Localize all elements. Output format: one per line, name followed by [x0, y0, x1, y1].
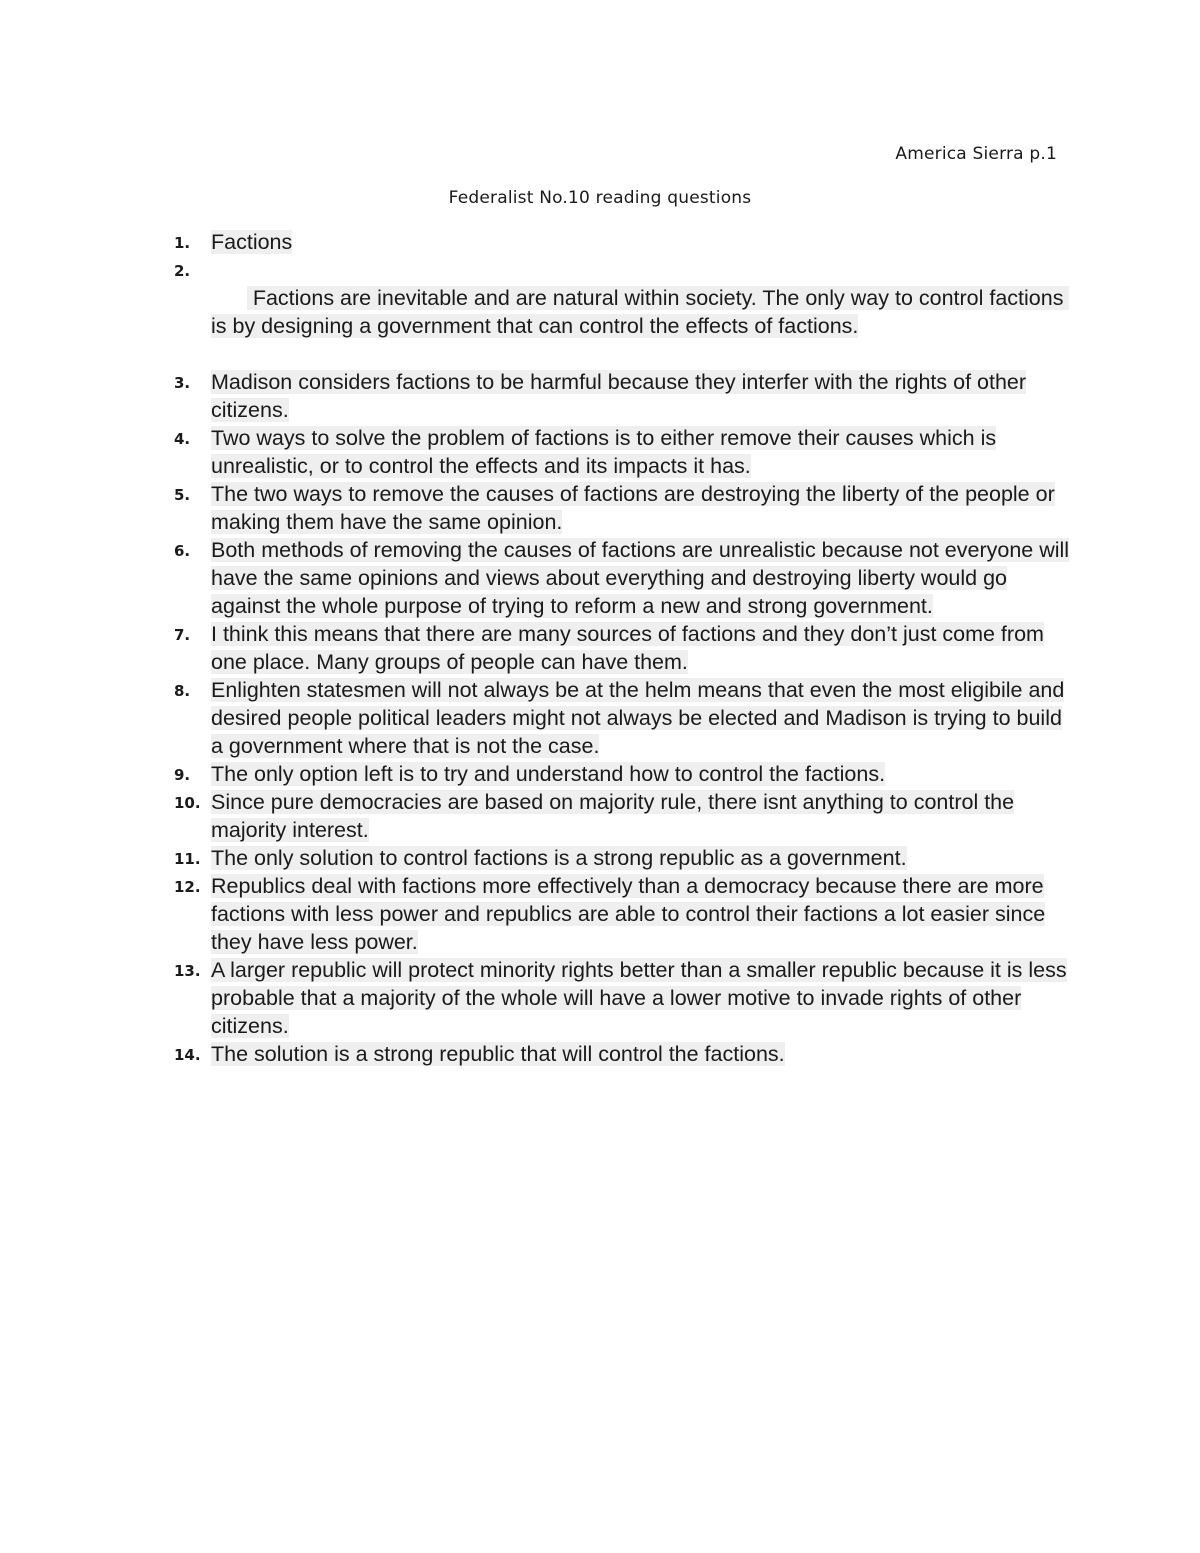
- answer-number: 12.: [174, 878, 201, 896]
- answer-item: [170, 872, 1070, 956]
- answer-item: [170, 424, 1070, 480]
- answer-number: 6.: [174, 542, 191, 560]
- answer-text: The solution is a strong republic that will control the factions.: [211, 1042, 785, 1066]
- answer-number: 14.: [174, 1046, 201, 1064]
- answer-item: [170, 620, 1070, 676]
- answer-text: Both methods of removing the causes of factions are unrealistic because not everyone will have the same opinions and views about everything and destroying liberty would go against the whole purpose of trying to reform a new and strong government.: [211, 538, 1070, 618]
- answer-text: Factions: [211, 230, 293, 254]
- answer-text: Factions are inevitable and are natural within society. The only way to control factions is by designing a government that can control the effects of factions.: [211, 286, 1070, 338]
- answer-number: 13.: [174, 962, 201, 980]
- answer-text: Madison considers factions to be harmful because they interfer with the rights of other citizens.: [211, 370, 1027, 422]
- answer-number: 10.: [174, 794, 201, 812]
- answer-number: 3.: [174, 374, 191, 392]
- answer-text: Enlighten statesmen will not always be at the helm means that even the most eligibile and desired people political leaders might not always be elected and Madison is trying to build a government where that is not the case.: [211, 678, 1065, 758]
- answer-item: [170, 1040, 1070, 1068]
- answer-item: [170, 228, 1070, 256]
- answer-number: 2.: [174, 262, 191, 280]
- answer-item: [170, 788, 1070, 844]
- answer-number: 9.: [174, 766, 191, 784]
- answer-text: Republics deal with factions more effectively than a democracy because there are more factions with less power and republics are able to control their factions a lot easier since they have less power.: [211, 874, 1046, 954]
- answer-text: Two ways to solve the problem of factions is to either remove their causes which is unrealistic, or to control the effects and its impacts it has.: [211, 426, 997, 478]
- answer-item: [170, 760, 1070, 788]
- answer-number: 7.: [174, 626, 191, 644]
- answer-text: A larger republic will protect minority rights better than a smaller republic because it is less probable that a majority of the whole will have a lower motive to invade rights of other citizens.: [211, 958, 1067, 1038]
- answer-item: [170, 368, 1070, 424]
- document-title: Federalist No.10 reading questions: [448, 188, 752, 208]
- answer-item: [170, 536, 1070, 620]
- answer-number: 5.: [174, 486, 191, 504]
- answer-item: [170, 956, 1070, 1040]
- answer-item: [170, 256, 1070, 368]
- answer-number: 11.: [174, 850, 201, 868]
- answer-item: [170, 676, 1070, 760]
- student-name-header: America Sierra p.1: [895, 144, 1057, 164]
- answer-text: I think this means that there are many sources of factions and they don’t just come from one place. Many groups of people can have them.: [211, 622, 1044, 674]
- answer-item: [170, 480, 1070, 536]
- answer-text: The two ways to remove the causes of factions are destroying the liberty of the people or making them have the same opinion.: [211, 482, 1055, 534]
- answer-list: [170, 228, 1070, 1068]
- answer-text: Since pure democracies are based on majority rule, there isnt anything to control the majority interest.: [211, 790, 1015, 842]
- answer-number: 4.: [174, 430, 191, 448]
- answer-item: [170, 844, 1070, 872]
- answer-number: 8.: [174, 682, 191, 700]
- answer-text: The only option left is to try and understand how to control the factions.: [211, 762, 886, 786]
- answer-number: 1.: [174, 234, 191, 252]
- answer-text: The only solution to control factions is a strong republic as a government.: [211, 846, 907, 870]
